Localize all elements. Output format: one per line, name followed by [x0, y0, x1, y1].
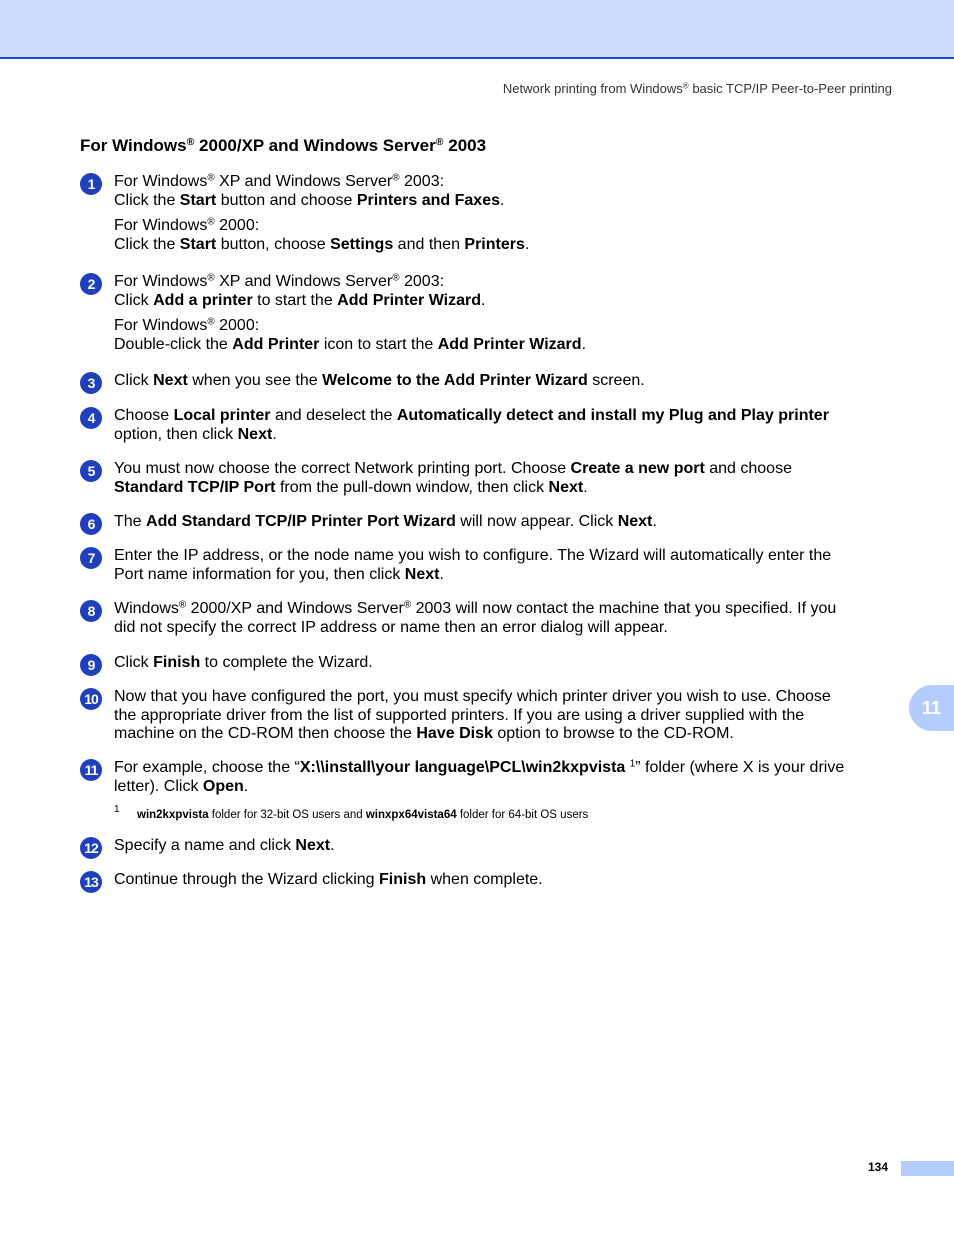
step-number-badge: 12	[80, 837, 102, 859]
step-body	[114, 460, 892, 497]
step-paragraph: For Windows® XP and Windows Server® 2003: Click the Start button and choose Printers and Faxes.	[114, 172, 505, 209]
step-number-badge: 9	[80, 654, 102, 676]
step-number-badge: 11	[80, 759, 102, 781]
section-title: For Windows® 2000/XP and Windows Server® 2003	[80, 136, 487, 155]
step-paragraph: The Add Standard TCP/IP Printer Port Wizard will now appear. Click Next.	[114, 513, 657, 530]
step-number-badge: 7	[80, 547, 102, 569]
running-header: Network printing from Windows® basic TCP/IP Peer-to-Peer printing	[502, 81, 892, 96]
step-body	[114, 600, 892, 637]
step-body	[114, 513, 892, 532]
step-paragraph: Choose Local printer and deselect the Automatically detect and install my Plug and Play printer option, then click Next.	[114, 407, 829, 443]
step-number-badge: 13	[80, 871, 102, 893]
step-paragraph: Windows® 2000/XP and Windows Server® 2003 will now contact the machine that you specified. If you did not specify the correct IP address or name then an error dialog will appear.	[114, 599, 837, 636]
step-paragraph: For Windows® 2000: Click the Start button, choose Settings and then Printers.	[114, 216, 530, 253]
page-number-bar	[901, 1161, 954, 1176]
top-band	[0, 0, 954, 59]
step-body	[114, 173, 892, 254]
step-body	[114, 407, 892, 444]
step-paragraph: Click Next when you see the Welcome to the Add Printer Wizard screen.	[114, 372, 645, 389]
chapter-tab: 11	[909, 685, 954, 731]
step-number-badge: 6	[80, 513, 102, 535]
step-body	[114, 871, 892, 890]
step-body	[114, 688, 892, 744]
step-number-badge: 5	[80, 460, 102, 482]
step-body	[114, 759, 892, 796]
step-body	[114, 654, 892, 673]
step-number-badge: 8	[80, 600, 102, 622]
footnote-mark: 1	[114, 804, 120, 815]
step-body	[114, 837, 892, 856]
step-number-badge: 1	[80, 173, 102, 195]
step-number-badge: 10	[80, 688, 102, 710]
step-paragraph: Click Finish to complete the Wizard.	[114, 654, 373, 671]
step-paragraph: Enter the IP address, or the node name you wish to configure. The Wizard will automatically enter the Port name information for you, then click Next.	[114, 547, 832, 583]
step-paragraph: You must now choose the correct Network printing port. Choose Create a new port and choose Standard TCP/IP Port from the pull-down window, then click Next.	[114, 460, 792, 496]
step-paragraph: Specify a name and click Next.	[114, 837, 335, 854]
footnote-text: win2kxpvista folder for 32-bit OS users and winxpx64vista64 folder for 64-bit OS users	[137, 809, 589, 821]
step-number-badge: 3	[80, 372, 102, 394]
page-number: 134	[868, 1160, 889, 1174]
step-paragraph: For Windows® XP and Windows Server® 2003: Click Add a printer to start the Add Printer Wizard.	[114, 272, 486, 309]
step-paragraph: For Windows® 2000: Double-click the Add Printer icon to start the Add Printer Wizard.	[114, 316, 587, 353]
step-number-badge: 4	[80, 407, 102, 429]
step-number-badge: 2	[80, 273, 102, 295]
step-body	[114, 372, 892, 391]
step-paragraph: Continue through the Wizard clicking Finish when complete.	[114, 871, 543, 888]
step-paragraph: For example, choose the “X:\\install\your language\PCL\win2kxpvista $^1$” folder (where X is your drive letter). Click Open.	[114, 758, 845, 795]
step-body	[114, 547, 892, 584]
step-body	[114, 273, 892, 354]
step-paragraph: Now that you have configured the port, you must specify which printer driver you wish to use. Choose the appropriate driver from the list of supported printers. If you are using a driver supplied with the machine on the CD-ROM then choose the Have Disk option to browse to the CD-ROM.	[114, 688, 831, 742]
